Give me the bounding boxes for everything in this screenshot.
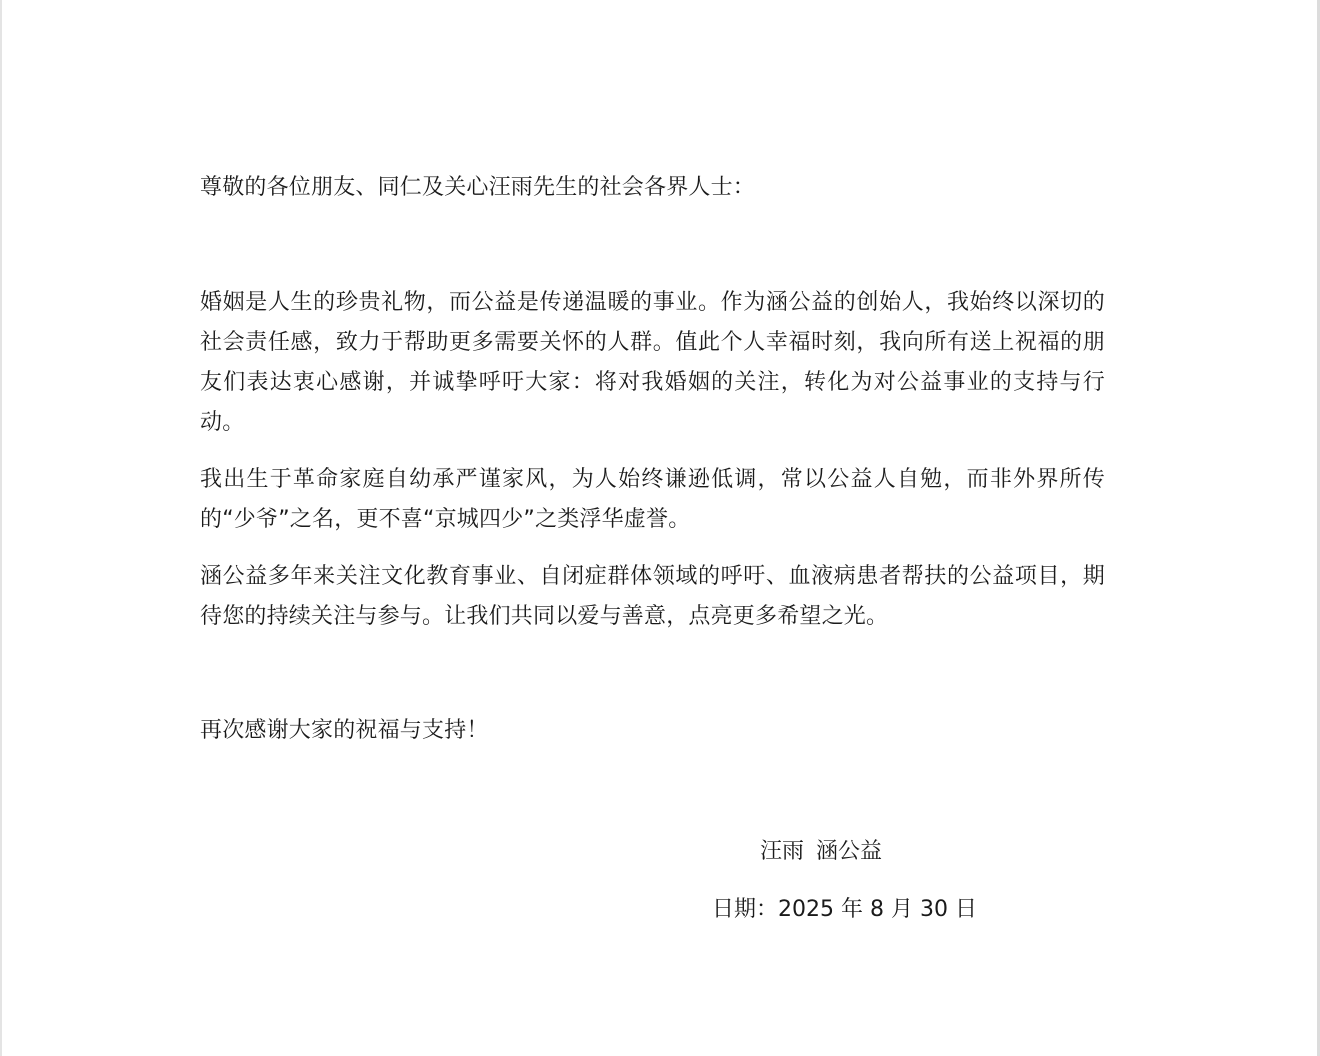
salutation: 尊敬的各位朋友、同仁及关心汪雨先生的社会各界人士： (200, 175, 756, 200)
paragraph-gratitude: 婚姻是人生的珍贵礼物，而公益是传递温暖的事业。作为涵公益的创始人，我始终以深切的社会责任感，致力于帮助更多需要关怀的人群。值此个人幸福时刻，我向所有送上祝福的朋友们表达衷心感谢，并诚挚呼吁大家：将对我婚姻的关注，转化为对公益事业的支持与行动。 (200, 290, 1105, 435)
signature-name: 汪雨 (760, 839, 805, 864)
signature (760, 832, 882, 872)
paragraph-background: 我出生于革命家庭自幼承严谨家风，为人始终谦逊低调，常以公益人自勉，而非外界所传的“少爷”之名，更不喜“京城四少”之类浮华虚誉。 (200, 467, 1105, 532)
closing-remark: 再次感谢大家的祝福与支持！ (200, 718, 489, 743)
letter-body (200, 168, 1105, 751)
paragraph-projects: 涵公益多年来关注文化教育事业、自闭症群体领域的呼吁、血液病患者帮扶的公益项目，期待您的持续关注与参与。让我们共同以爱与善意，点亮更多希望之光。 (200, 564, 1105, 629)
letter-date: 日期：2025 年 8 月 30 日 (712, 897, 977, 922)
page-edge-left (0, 0, 2, 1056)
signature-organization: 涵公益 (816, 839, 883, 864)
